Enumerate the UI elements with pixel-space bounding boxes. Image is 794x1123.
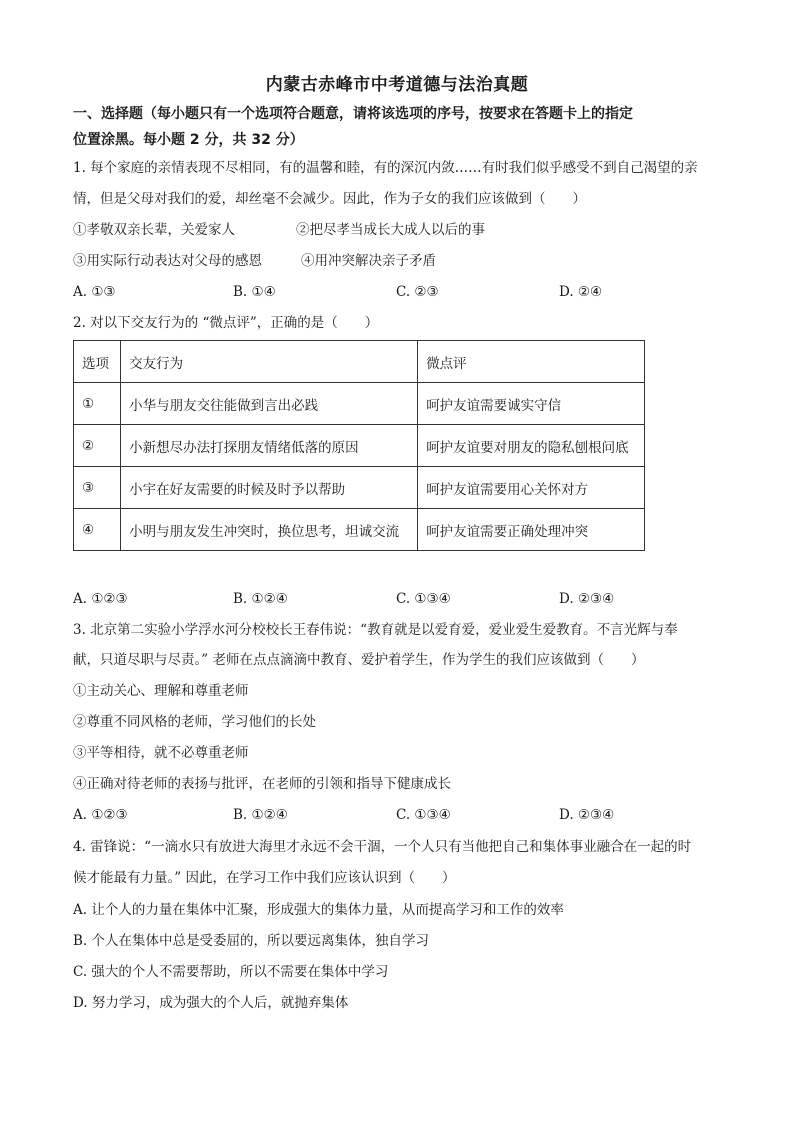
q1-statement-1: ①孝敬双亲长辈，关爱家人 bbox=[73, 222, 235, 238]
table-cell: 呵护友谊要对朋友的隐私刨根问底 bbox=[418, 425, 645, 467]
q4-option-c: C. 强大的个人不需要帮助，所以不需要在集体中学习 bbox=[73, 964, 389, 980]
table-cell: ③ bbox=[74, 467, 121, 509]
table-cell: 小新想尽办法打探朋友情绪低落的原因 bbox=[121, 425, 418, 467]
table-cell: ① bbox=[74, 383, 121, 425]
q1-option-d: D. ②④ bbox=[559, 284, 603, 300]
table-header-row bbox=[74, 341, 645, 383]
table-row bbox=[74, 425, 645, 467]
q2-option-c: C. ①③④ bbox=[396, 591, 451, 607]
table-cell: 呵护友谊需要正确处理冲突 bbox=[418, 509, 645, 551]
q2-option-b: B. ①②④ bbox=[233, 591, 288, 607]
section-heading-line-2: 位置涂黑。每小题 2 分，共 32 分） bbox=[73, 132, 304, 148]
q2-option-d: D. ②③④ bbox=[559, 591, 615, 607]
q3-stem-line-1: 3. 北京第二实验小学浮水河分校校长王春伟说：“教育就是以爱育爱，爱业爱生爱教育。不言光辉与奉 bbox=[73, 622, 678, 638]
q1-stem-line-2: 情，但是父母对我们的爱，却丝毫不会减少。因此，作为子女的我们应该做到（ ） bbox=[73, 191, 586, 207]
q3-option-d: D. ②③④ bbox=[559, 807, 615, 823]
table-cell: 小宇在好友需要的时候及时予以帮助 bbox=[121, 467, 418, 509]
table-header-cell: 选项 bbox=[74, 341, 121, 383]
q3-statement-3: ③平等相待，就不必尊重老师 bbox=[73, 745, 249, 761]
q1-option-b: B. ①④ bbox=[233, 284, 276, 300]
q1-statement-4: ④用冲突解决亲子矛盾 bbox=[301, 253, 436, 269]
q3-statement-1: ①主动关心、理解和尊重老师 bbox=[73, 683, 249, 699]
table-row bbox=[74, 467, 645, 509]
q1-statement-2: ②把尽孝当成长大成人以后的事 bbox=[296, 222, 485, 238]
q1-stem-line-1: 1. 每个家庭的亲情表现不尽相同，有的温馨和睦，有的深沉内敛……有时我们似乎感受不到自己渴望的亲 bbox=[73, 160, 698, 176]
q4-option-a: A. 让个人的力量在集体中汇聚，形成强大的集体力量，从而提高学习和工作的效率 bbox=[73, 902, 564, 918]
q3-statement-2: ②尊重不同风格的老师，学习他们的长处 bbox=[73, 714, 316, 730]
q2-option-a: A. ①②③ bbox=[73, 591, 128, 607]
table-cell: ② bbox=[74, 425, 121, 467]
q3-option-c: C. ①③④ bbox=[396, 807, 451, 823]
q3-stem-line-2: 献，只道尽职与尽责。” 老师在点点滴滴中教育、爱护着学生，作为学生的我们应该做到（ ） bbox=[73, 652, 645, 668]
table-row bbox=[74, 509, 645, 551]
table-cell: 小华与朋友交往能做到言出必践 bbox=[121, 383, 418, 425]
q4-option-b: B. 个人在集体中总是受委屈的，所以要远离集体，独自学习 bbox=[73, 933, 430, 949]
table-cell: 小明与朋友发生冲突时，换位思考，坦诚交流 bbox=[121, 509, 418, 551]
q2-stem: 2. 对以下交友行为的 “微点评”，正确的是（ ） bbox=[73, 315, 379, 331]
q3-statement-4: ④正确对待老师的表扬与批评，在老师的引领和指导下健康成长 bbox=[73, 776, 451, 792]
q3-option-b: B. ①②④ bbox=[233, 807, 288, 823]
page-title: 内蒙古赤峰市中考道德与法治真题 bbox=[265, 75, 529, 95]
q2-table bbox=[73, 340, 645, 551]
table-header-cell: 微点评 bbox=[418, 341, 645, 383]
table-row bbox=[74, 383, 645, 425]
q3-option-a: A. ①②③ bbox=[73, 807, 128, 823]
q4-stem-line-2: 候才能最有力量。” 因此，在学习工作中我们应该认识到（ ） bbox=[73, 870, 456, 886]
q4-option-d: D. 努力学习，成为强大的个人后，就抛弃集体 bbox=[73, 995, 349, 1011]
table-cell: ④ bbox=[74, 509, 121, 551]
table-cell: 呵护友谊需要诚实守信 bbox=[418, 383, 645, 425]
q1-statement-3: ③用实际行动表达对父母的感恩 bbox=[73, 253, 262, 269]
q1-option-c: C. ②③ bbox=[396, 284, 439, 300]
section-heading-line-1: 一、选择题（每小题只有一个选项符合题意，请将该选项的序号，按要求在答题卡上的指定 bbox=[73, 106, 633, 122]
table-header-cell: 交友行为 bbox=[121, 341, 418, 383]
table-cell: 呵护友谊需要用心关怀对方 bbox=[418, 467, 645, 509]
q1-option-a: A. ①③ bbox=[73, 284, 116, 300]
q4-stem-line-1: 4. 雷锋说：“一滴水只有放进大海里才永远不会干涸，一个人只有当他把自己和集体事业融合在一起的时 bbox=[73, 839, 692, 855]
